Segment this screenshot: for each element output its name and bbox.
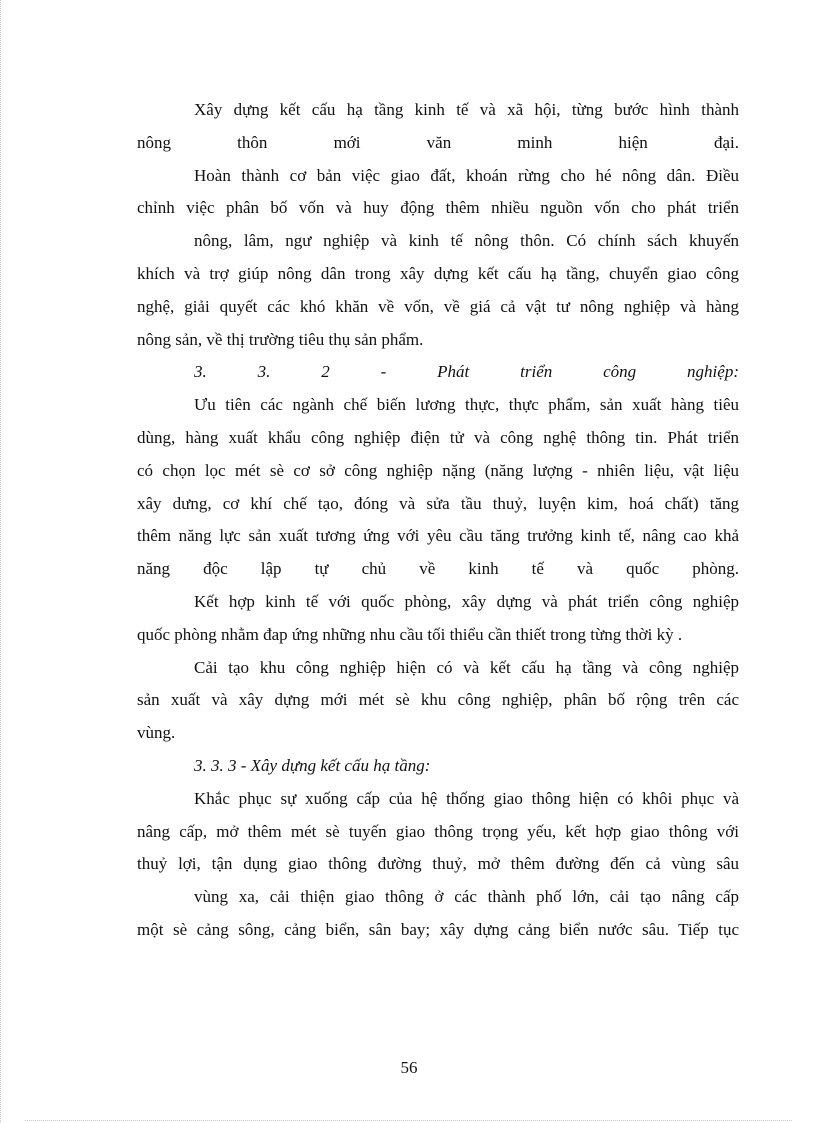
- section-heading: 3. 3. 3 - Xây dựng kết cấu hạ tầng:: [194, 755, 431, 775]
- text-line: chỉnh việc phân bố vốn và huy động thêm nhiều nguồn vốn cho phát triển: [137, 198, 739, 218]
- body-text: [137, 94, 739, 947]
- text-line: nghệ, giải quyết các khó khăn về vốn, về giá cả vật tư nông nghiệp và hàng: [137, 296, 739, 316]
- text-line: dùng, hàng xuất khẩu công nghiệp điện tử và công nghệ thông tin. Phát triển: [137, 427, 739, 447]
- text-line: thêm năng lực sản xuất tương ứng với yêu cầu tăng trưởng kinh tế, nâng cao khả: [137, 526, 739, 546]
- text-line: có chọn lọc mét sè cơ sở công nghiệp nặng (năng lượng - nhiên liệu, vật liệu: [137, 460, 739, 480]
- page-number: 56: [400, 1058, 418, 1077]
- text-line: vùng xa, cải thiện giao thông ở các thành phố lớn, cải tạo nâng cấp: [194, 887, 739, 907]
- text-line: quốc phòng nhằm đap ứng những nhu cầu tối thiểu cần thiết trong từng thời kỳ .: [137, 624, 683, 644]
- text-line: Xây dựng kết cấu hạ tầng kinh tế và xã hội, từng bước hình thành: [194, 100, 739, 119]
- text-line: Kết hợp kinh tế với quốc phòng, xây dựng và phát triển công nghiệp: [194, 591, 739, 611]
- text-line: nông sản, về thị trường tiêu thụ sản phẩm.: [137, 329, 424, 349]
- text-line: Cải tạo khu công nghiệp hiện có và kết cấu hạ tầng và công nghiệp: [194, 657, 739, 677]
- text-line: nông, lâm, ngư nghiệp và kinh tế nông thôn. Có chính sách khuyến: [194, 231, 739, 251]
- text-line: khích và trợ giúp nông dân trong xây dựng kết cấu hạ tầng, chuyển giao công: [137, 263, 739, 283]
- text-line: Hoàn thành cơ bản việc giao đất, khoán rừng cho hé nông dân. Điều: [194, 165, 739, 185]
- section-heading: 3. 3. 2 - Phát triển công nghiệp:: [194, 362, 739, 382]
- text-line: một sè cảng sông, cảng biển, sân bay; xây dựng cảng biển nước sâu. Tiếp tục: [137, 919, 739, 939]
- text-line: Khắc phục sự xuống cấp của hệ thống giao thông hiện có khôi phục và: [194, 788, 739, 808]
- text-line: thuỷ lợi, tận dụng giao thông đường thuỷ, mở thêm đường đến cả vùng sâu: [137, 854, 739, 874]
- page-bottom-divider: [25, 1120, 792, 1121]
- text-line: sản xuất và xây dựng mới mét sè khu công nghiệp, phân bố rộng trên các: [137, 690, 739, 710]
- text-line: xây dưng, cơ khí chế tạo, đóng và sửa tầu thuỷ, luyện kim, hoá chất) tăng: [137, 493, 739, 513]
- text-line: nông thôn mới văn minh hiện đại.: [137, 132, 739, 152]
- text-line: vùng.: [137, 723, 176, 743]
- text-line: năng độc lập tự chủ về kinh tế và quốc phòng.: [137, 559, 739, 579]
- text-line: nâng cấp, mở thêm mét sè tuyến giao thông trọng yếu, kết hợp giao thông với: [137, 821, 739, 841]
- text-line: Ưu tiên các ngành chế biến lương thực, thực phẩm, sản xuất hàng tiêu: [194, 395, 739, 415]
